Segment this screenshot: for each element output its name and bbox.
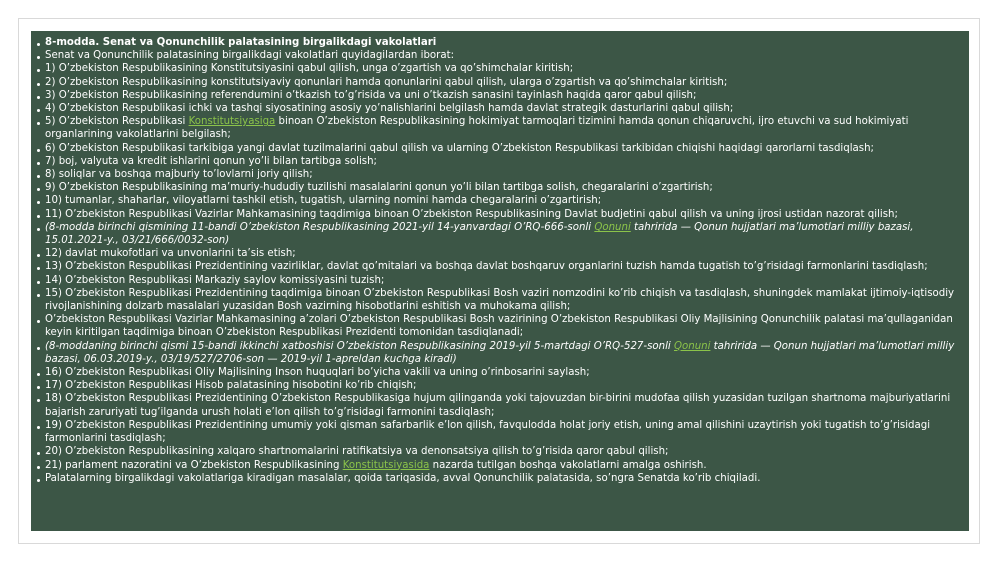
list-item-text: 5) O’zbekiston Respublikasi (45, 116, 189, 128)
constitution-link[interactable]: Konstitutsiyasida (342, 459, 430, 471)
note-text: tahririda — Qonun hujjatlari ma’lumotlari milliy bazasi, 15.01.2021-y., 03/21/666/0032-son) (45, 221, 914, 247)
constitution-link[interactable]: Konstitutsiyasiga (188, 116, 276, 128)
list-item: 7) boj, valyuta va kredit ishlarini qonun yo’li bilan tartibga solish; (37, 155, 963, 168)
note-text: (8-modda birinchi qismining 11-bandi O’zbekiston Respublikasining 2021-yil 14-yanvardagi O’RQ-666-sonli (45, 221, 595, 233)
list-item: 18) O’zbekiston Respublikasi Prezidentining O’zbekiston Respublikasiga hujum qilinganda yoki tajovuzdan bir-birini mudofaa qilish yuzasidan tuzilgan shartnoma majburiyatlarini bajarish zaruriyati tug’ilganda urush holati e’lon qilish to’g’risidagi farmonini tasdiqlash; (37, 392, 963, 418)
list-item: O’zbekiston Respublikasi Vazirlar Mahkamasining a’zolari O’zbekiston Respublikasi Bosh vazirining O’zbekiston Respublikasi Oliy Majlisining Qonunchilik palatasi ma’qullaganidan keyin kiritilgan taqdimiga binoan O’zbekiston Respublikasi Prezidenti tomonidan tasdiqlanadi; (37, 313, 963, 339)
list-item: 11) O’zbekiston Respublikasi Vazirlar Mahkamasining taqdimiga binoan O’zbekiston Respublikasining Davlat budjetini qabul qilish va uning ijrosi ustidan nazorat qilish; (37, 208, 963, 221)
list-item (37, 459, 963, 472)
list-item: 14) O’zbekiston Respublikasi Markaziy saylov komissiyasini tuzish; (37, 274, 963, 287)
amendment-note (37, 221, 963, 247)
list-item: 2) O’zbekiston Respublikasining konstitutsiyaviy qonunlari hamda qonunlarini qabul qilish, ularga o’zgartish va qo’shimchalar kiritish; (37, 76, 963, 89)
law-link[interactable]: Qonuni (594, 221, 631, 233)
list-item: 8) soliqlar va boshqa majburiy to’lovlarni joriy qilish; (37, 168, 963, 181)
list-item (37, 115, 963, 141)
list-item: 4) O’zbekiston Respublikasi ichki va tashqi siyosatining asosiy yo’nalishlarini belgilash hamda davlat strategik dasturlarini qabul qilish; (37, 102, 963, 115)
list-item: 15) O’zbekiston Respublikasi Prezidentining taqdimiga binoan O’zbekiston Respublikasi Bosh vaziri nomzodini ko’rib chiqish va tasdiqlash, shuningdek mamlakat ijtimoiy-iqtisodiy rivojlanishining dolzarb masalalari yuzasidan Bosh vazirning hisobotlarini eshitish va muhokama qilish; (37, 287, 963, 313)
list-item: 16) O’zbekiston Respublikasi Oliy Majlisining Inson huquqlari bo’yicha vakili va uning o’rinbosarini saylash; (37, 366, 963, 379)
content-panel (31, 31, 969, 531)
list-item: 9) O’zbekiston Respublikasining ma’muriy-hududiy tuzilishi masalalarini qonun yo’li bilan tartibga solish, chegaralarini o’zgartirish; (37, 181, 963, 194)
note-text: tahririda — Qonun hujjatlari ma’lumotlari milliy bazasi, 06.03.2019-y., 03/19/527/2706-son — 2019-yil 1-apreldan kuchga kiradi) (45, 340, 955, 365)
note-text: (8-moddaning birinchi qismi 15-bandi ikkinchi xatboshisi O’zbekiston Respublikasining 2019-yil 5-martdagi O’RQ-527-sonli (45, 340, 674, 352)
closing-paragraph: Palatalarning birgalikdagi vakolatlariga kiradigan masalalar, qoida tariqasida, avval Qonunchilik palatasida, so’ngra Senatda ko’rib chiqiladi. (37, 472, 963, 485)
list-item: Senat va Qonunchilik palatasining birgalikdagi vakolatlari quyidagilardan iborat: (37, 49, 963, 62)
list-item: 1) O’zbekiston Respublikasining Konstitutsiyasini qabul qilish, unga o’zgartish va qo’shimchalar kiritish; (37, 62, 963, 75)
list-item-text: 21) parlament nazoratini va O’zbekiston Respublikasining (45, 459, 343, 471)
law-link[interactable]: Qonuni (673, 340, 711, 352)
list-item-text: nazarda tutilgan boshqa vakolatlarni amalga oshirish. (429, 459, 707, 471)
amendment-note (37, 340, 963, 366)
article-title: 8-modda. Senat va Qonunchilik palatasining birgalikdagi vakolatlari (37, 36, 963, 49)
list-item: 20) O’zbekiston Respublikasining xalqaro shartnomalarini ratifikatsiya va denonsatsiya qilish to’g’risida qaror qabul qilish; (37, 445, 963, 458)
list-item: 12) davlat mukofotlari va unvonlarini ta’sis etish; (37, 247, 963, 260)
list-item-text: binoan O’zbekiston Respublikasining hokimiyat tarmoqlari tizimini hamda qonun chiqaruvchi, ijro etuvchi va sud hokimiyati organlarining vakolatlarini belgilash; (45, 116, 909, 141)
list-item: 10) tumanlar, shaharlar, viloyatlarni tashkil etish, tugatish, ularning nomini hamda chegaralarini o’zgartirish; (37, 194, 963, 207)
list-item: 17) O’zbekiston Respublikasi Hisob palatasining hisobotini ko’rib chiqish; (37, 379, 963, 392)
list-item: 6) O’zbekiston Respublikasi tarkibiga yangi davlat tuzilmalarini qabul qilish va ularning O’zbekiston Respublikasi tarkibidan chiqishi haqidagi qarorlarni tasdiqlash; (37, 142, 963, 155)
list-item: 3) O’zbekiston Respublikasining referendumini o’tkazish to’g’risida va uni o’tkazish sanasini tayinlash haqida qaror qabul qilish; (37, 89, 963, 102)
list-item: 13) O’zbekiston Respublikasi Prezidentining vazirliklar, davlat qo’mitalari va boshqa davlat boshqaruv organlarini tuzish hamda tugatish to’g’risidagi farmonlarini tasdiqlash; (37, 260, 963, 273)
list-item: 19) O’zbekiston Respublikasi Prezidentining umumiy yoki qisman safarbarlik e’lon qilish, favqulodda holat joriy etish, uning amal qilishini uzaytirish yoki tugatish to’g’risidagi farmonlarini tasdiqlash; (37, 419, 963, 445)
